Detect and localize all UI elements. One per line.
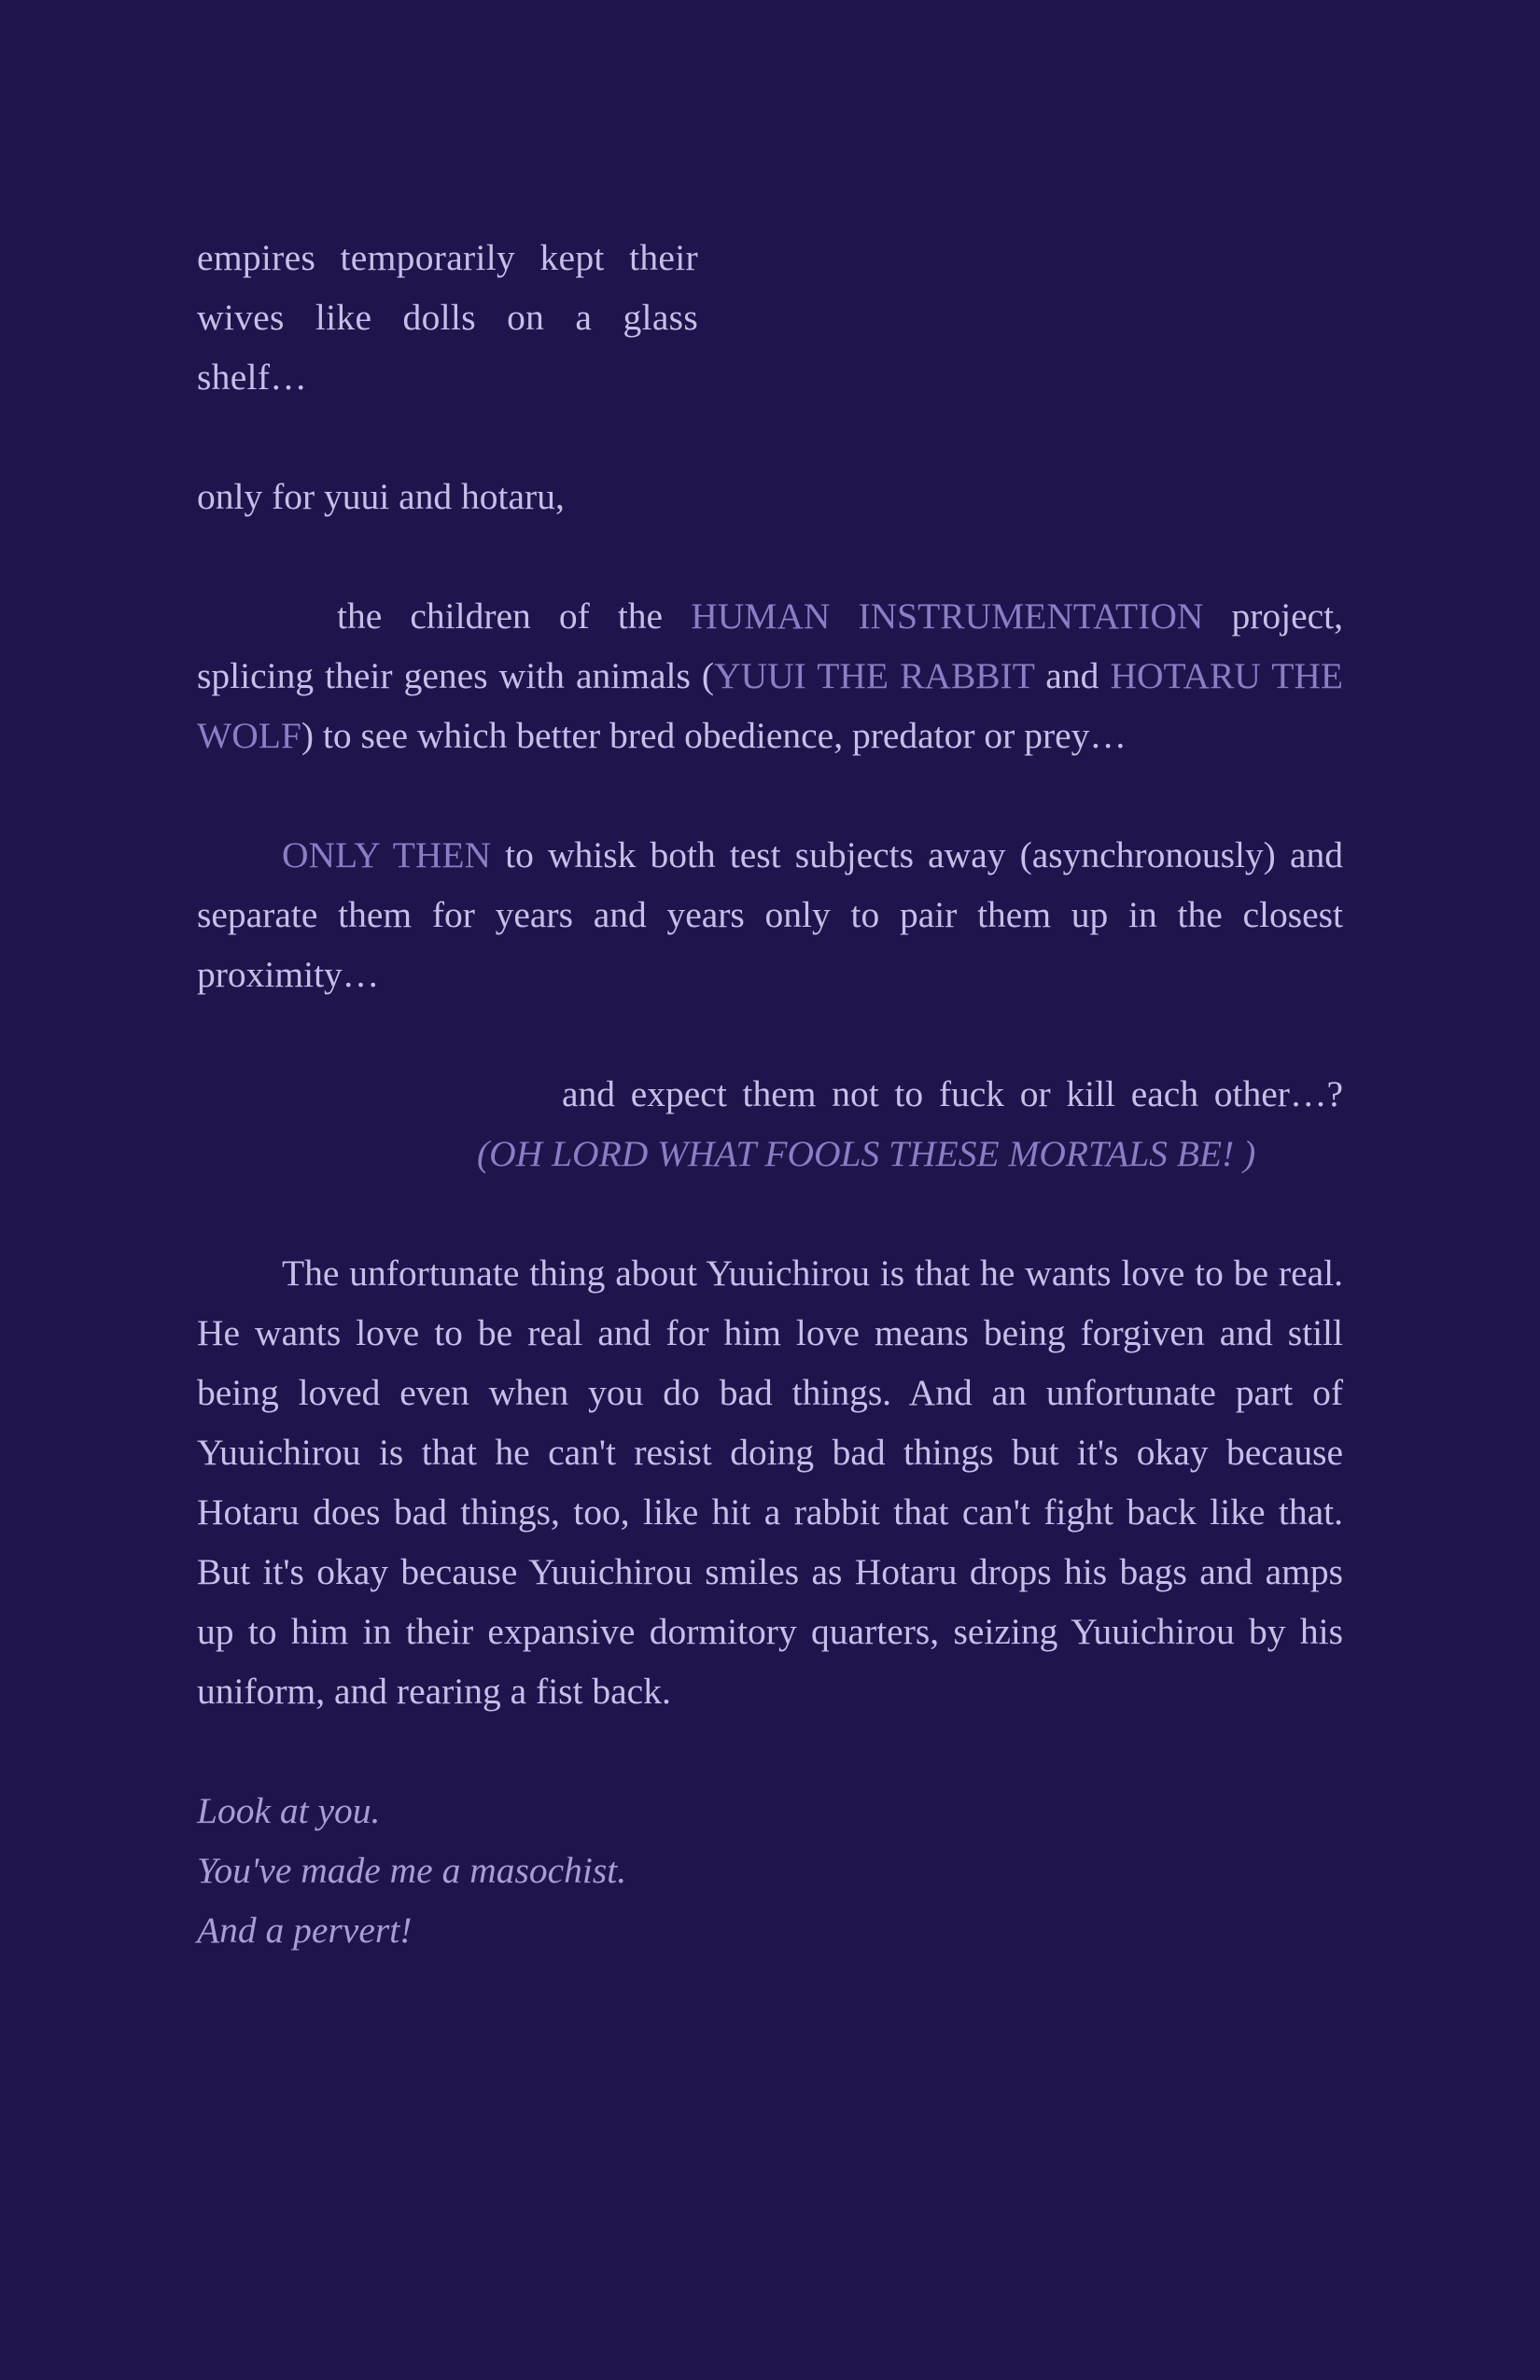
text-run: to whisk both test subjects away (asynchronously) and separate them for years and years only to pair them up in the closest proximity…: [197, 834, 1343, 995]
paragraph-only-then: [197, 825, 1343, 1004]
text-run: The unfortunate thing about Yuuichirou is that he wants love to be real. He wants love to be real and for him love means being forgiven and still being loved even when you do bad things. And an unfortunate part of Yuuichirou is that he can't resist doing bad things but it's okay because Hotaru does bad things, too, like hit a rabbit that can't fight back like that. But it's okay because Yuuichirou smiles as Hotaru drops his bags and amps up to him in their expansive dormitory quarters, seizing Yuuichirou by his uniform, and rearing a fist back.: [197, 1253, 1343, 1712]
verse-line: You've made me a masochist.: [197, 1850, 627, 1891]
highlight-only-then: ONLY THEN: [282, 834, 491, 875]
paragraph-expect: [477, 1064, 1343, 1183]
paragraph-yuuichirou: [197, 1243, 1343, 1721]
text-run: the children of the: [337, 595, 692, 637]
highlight-yuui-the-rabbit: YUUI THE RABBIT: [714, 655, 1035, 696]
text-run: ) to see which better bred obedience, predator or prey…: [301, 715, 1127, 756]
paragraph-empires: empires temporarily kept their wives like dolls on a glass shelf…: [197, 237, 698, 398]
paragraph-yuui-hotaru: only for yuui and hotaru,: [197, 476, 565, 517]
aside-fools-mortals: (OH LORD WHAT FOOLS THESE MORTALS BE! ): [477, 1133, 1256, 1174]
verse-line: And a pervert!: [197, 1910, 413, 1951]
highlight-human-instrumentation: HUMAN INSTRUMENTATION: [691, 595, 1204, 637]
text-run: and expect them not to fuck or kill each other…?: [562, 1073, 1343, 1114]
verse-line: Look at you.: [197, 1790, 381, 1831]
text-run: project, splicing their genes with animals (: [197, 595, 1344, 696]
italic-verse: [197, 1781, 1343, 1960]
text-run: and: [1034, 655, 1111, 696]
page-content: [197, 228, 1343, 1960]
paragraph-children: [197, 586, 1343, 765]
highlight-hotaru-the-wolf: HOTARU THE WOLF: [197, 655, 1344, 756]
